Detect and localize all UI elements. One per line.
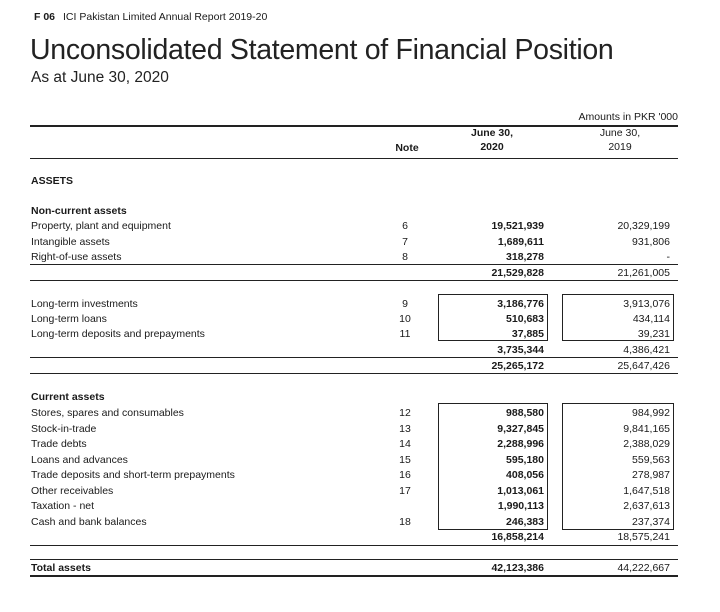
row-value-2019: 278,987 [632,469,670,481]
divider [30,357,678,358]
subtotal-value-2020: 21,529,828 [491,267,544,279]
report-name: ICI Pakistan Limited Annual Report 2019-20 [63,11,268,23]
row-value-2020: 988,580 [506,407,544,419]
page-subtitle: As at June 30, 2020 [31,69,169,86]
subtotal-value-2020: 3,735,344 [497,344,544,356]
row-value-2019: - [666,251,670,263]
row-label: Stock-in-trade [31,423,97,435]
row-value-2020: 246,383 [506,516,544,528]
row-label: Stores, spares and consumables [31,407,184,419]
total-value-2019: 25,647,426 [617,360,670,372]
current-year-header-line2: 2020 [480,141,504,153]
report-header [34,11,267,23]
row-label: Long-term deposits and prepayments [31,328,205,340]
header-bottom-rule [30,158,678,159]
row-value-2020: 318,278 [506,251,544,263]
total-assets-value-2020: 42,123,386 [491,562,544,574]
row-label: Long-term investments [31,298,138,310]
current-assets-heading: Current assets [31,391,105,403]
page-title: Unconsolidated Statement of Financial Position [30,34,614,66]
row-note: 10 [399,313,411,325]
current-year-header-line1: June 30, [470,127,514,139]
row-value-2020: 3,186,776 [497,298,544,310]
row-label: Loans and advances [31,454,128,466]
row-value-2019: 9,841,165 [623,423,670,435]
divider [30,373,678,374]
row-value-2020: 1,013,061 [497,485,544,497]
page-code: F 06 [34,11,56,23]
row-value-2019: 559,563 [632,454,670,466]
row-value-2020: 19,521,939 [491,220,544,232]
row-note: 16 [399,469,411,481]
row-note: 17 [399,485,411,497]
subtotal-value-2019: 21,261,005 [617,267,670,279]
row-label: Trade debts [31,438,87,450]
prior-year-header-line1: June 30, [599,127,641,139]
row-value-2020: 595,180 [506,454,544,466]
row-note: 18 [399,516,411,528]
row-note: 13 [399,423,411,435]
row-value-2020: 1,689,611 [497,236,544,248]
divider [30,264,678,265]
divider [30,280,678,281]
row-label: Trade deposits and short-term prepayments [31,469,235,481]
total-double-rule [30,575,678,577]
row-label: Intangible assets [31,236,110,248]
row-note: 6 [402,220,408,232]
row-value-2020: 37,885 [511,328,544,340]
row-note: 15 [399,454,411,466]
row-value-2019: 20,329,199 [617,220,670,232]
row-note: 8 [402,251,408,263]
divider [30,545,678,546]
row-value-2020: 1,990,113 [497,500,544,512]
row-value-2019: 2,637,613 [623,500,670,512]
row-value-2019: 39,231 [637,328,670,340]
note-column-header: Note [395,142,419,154]
row-note: 11 [399,328,411,340]
total-value-2020: 16,858,214 [491,531,544,543]
row-value-2019: 1,647,518 [623,485,670,497]
prior-year-header-line2: 2019 [608,141,632,153]
row-note: 14 [399,438,411,450]
row-label: Taxation - net [31,500,95,512]
amounts-unit-note: Amounts in PKR '000 [578,111,678,123]
row-value-2019: 984,992 [632,407,670,419]
total-assets-value-2019: 44,222,667 [617,562,670,574]
assets-heading: ASSETS [31,175,74,187]
row-value-2019: 237,374 [632,516,670,528]
row-value-2019: 434,114 [632,313,670,325]
total-value-2020: 25,265,172 [491,360,544,372]
row-value-2020: 408,056 [506,469,544,481]
row-value-2019: 2,388,029 [623,438,670,450]
row-label: Right-of-use assets [31,251,122,263]
row-value-2020: 2,288,996 [497,438,544,450]
row-label: Cash and bank balances [31,516,147,528]
prior-year-header [570,126,670,154]
subtotal-value-2019: 4,386,421 [623,344,670,356]
current-year-header [440,126,544,154]
row-label: Long-term loans [31,313,107,325]
row-note: 7 [402,236,408,248]
divider [30,559,678,560]
row-label: Other receivables [31,485,114,497]
row-value-2019: 931,806 [632,236,670,248]
row-note: 12 [399,407,411,419]
row-note: 9 [402,298,408,310]
total-value-2019: 18,575,241 [617,531,670,543]
non-current-heading: Non-current assets [31,205,127,217]
row-value-2019: 3,913,076 [623,298,670,310]
row-value-2020: 9,327,845 [497,423,544,435]
row-label: Property, plant and equipment [31,220,171,232]
total-assets-label: Total assets [31,562,91,574]
row-value-2020: 510,683 [506,313,544,325]
